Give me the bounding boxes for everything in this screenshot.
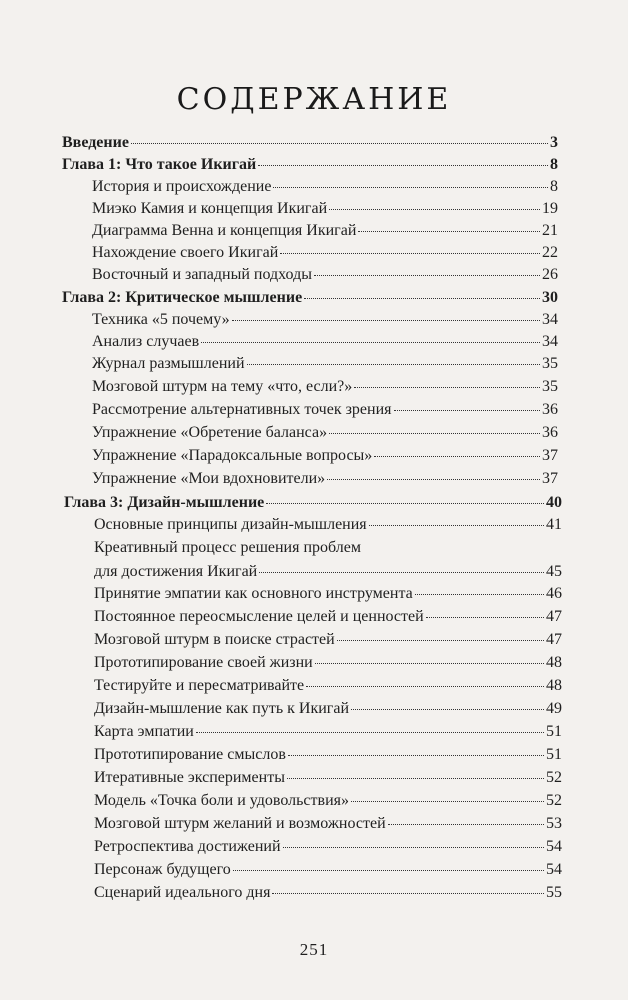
dot-leader [247, 364, 540, 365]
dot-leader [369, 525, 544, 526]
toc-entry-page: 47 [546, 631, 562, 648]
toc-entry-label: Прототипирование смыслов [94, 746, 286, 763]
toc-entry-label: Восточный и западный подходы [92, 266, 312, 283]
dot-leader [233, 870, 544, 871]
toc-entry-page: 36 [542, 401, 558, 418]
dot-leader [358, 231, 540, 232]
dot-leader [306, 686, 544, 687]
toc-entry-page: 30 [542, 289, 558, 306]
toc-entry-page: 48 [546, 654, 562, 671]
toc-entry-page: 22 [542, 244, 558, 261]
toc-entry-page: 35 [542, 378, 558, 395]
toc-entry[interactable] [92, 377, 558, 397]
toc-entry-page: 54 [546, 838, 562, 855]
toc-entry[interactable] [92, 221, 558, 241]
toc-entry-page: 48 [546, 677, 562, 694]
toc-entry[interactable] [92, 243, 558, 263]
toc-entry-label: Введение [62, 134, 129, 151]
toc-entry-page: 45 [546, 563, 562, 580]
toc-entry[interactable] [62, 288, 558, 308]
toc-entry-label-continued: для достижения Икигай [94, 563, 258, 580]
toc-entry-label: Глава 3: Дизайн-мышление [64, 494, 265, 511]
page-title: СОДЕРЖАНИЕ [176, 82, 452, 117]
toc-entry-label: Рассмотрение альтернативных точек зрения [92, 401, 392, 418]
toc-entry[interactable] [92, 310, 558, 330]
dot-leader [388, 824, 544, 825]
toc-entry[interactable] [92, 265, 558, 285]
toc-entry-page: 52 [546, 769, 562, 786]
toc-entry-page: 41 [546, 516, 562, 533]
toc-entry-label: Мозговой штурм в поиске страстей [94, 631, 335, 648]
toc-entry-page: 34 [542, 333, 558, 350]
toc-entry-label: Упражнение «Парадоксальные вопросы» [92, 447, 373, 464]
toc-entry-page: 40 [546, 494, 562, 511]
toc-entry-label: Сценарий идеального дня [94, 884, 271, 901]
toc-entry-label: Тестируйте и пересматривайте [94, 677, 305, 694]
toc-entry-label: Мозговой штурм желаний и возможностей [94, 815, 386, 832]
toc-entry-label: Дизайн-мышление как путь к Икигай [94, 700, 350, 717]
toc-entry[interactable] [92, 199, 558, 219]
toc-entry-label: Мозговой штурм на тему «что, если?» [92, 378, 353, 395]
toc-entry[interactable] [94, 768, 562, 788]
dot-leader [304, 298, 540, 299]
toc-entry-page: 51 [546, 746, 562, 763]
toc-entry[interactable] [62, 133, 558, 153]
toc-entry-label: Постоянное переосмысление целей и ценностей [94, 608, 424, 625]
toc-entry[interactable] [94, 515, 562, 535]
toc-entry-page: 21 [542, 222, 558, 239]
toc-entry-label: Анализ случаев [92, 333, 200, 350]
dot-leader [415, 594, 544, 595]
dot-leader [314, 275, 540, 276]
toc-entry-label: История и происхождение [92, 178, 272, 195]
dot-leader [232, 320, 540, 321]
toc-entry-label: Упражнение «Мои вдохновители» [92, 470, 326, 487]
toc-entry[interactable] [94, 653, 562, 673]
toc-entry-page: 35 [542, 355, 558, 372]
toc-entry-label: Упражнение «Обретение баланса» [92, 424, 328, 441]
toc-entry[interactable] [94, 607, 562, 627]
toc-entry-page: 8 [550, 178, 558, 195]
toc-entry-page: 3 [550, 134, 558, 151]
toc-entry[interactable] [62, 155, 558, 175]
dot-leader [273, 187, 548, 188]
toc-entry-page: 37 [542, 447, 558, 464]
dot-leader [354, 387, 540, 388]
toc-entry[interactable] [94, 883, 562, 903]
toc-entry-label: Карта эмпатии [94, 723, 194, 740]
dot-leader [283, 847, 544, 848]
toc-entry-page: 52 [546, 792, 562, 809]
dot-leader [258, 165, 548, 166]
dot-leader [329, 209, 540, 210]
dot-leader [351, 709, 544, 710]
dot-leader [259, 572, 544, 573]
toc-entry-label: Прототипирование своей жизни [94, 654, 313, 671]
toc-entry-label: Основные принципы дизайн-мышления [94, 516, 367, 533]
dot-leader [337, 640, 544, 641]
dot-leader [287, 778, 544, 779]
dot-leader [196, 732, 544, 733]
toc-entry-label: Журнал размышлений [92, 355, 245, 372]
toc-entry[interactable] [92, 446, 558, 466]
toc-entry-page: 34 [542, 311, 558, 328]
dot-leader [394, 410, 540, 411]
toc-entry[interactable] [94, 676, 562, 696]
toc-entry[interactable] [92, 469, 558, 489]
toc-entry-label: Персонаж будущего [94, 861, 231, 878]
toc-entry-label: Принятие эмпатии как основного инструмента [94, 585, 413, 602]
toc-entry[interactable] [94, 745, 562, 765]
toc-entry[interactable] [92, 177, 558, 197]
toc-entry-page: 55 [546, 884, 562, 901]
toc-entry-page: 19 [542, 200, 558, 217]
toc-entry-page: 54 [546, 861, 562, 878]
toc-entry-page: 46 [546, 585, 562, 602]
toc-entry-page: 51 [546, 723, 562, 740]
toc-entry[interactable] [92, 400, 558, 420]
toc-entry[interactable] [94, 837, 562, 857]
toc-entry-label: Глава 2: Критическое мышление [62, 289, 303, 306]
toc-entry[interactable] [92, 332, 558, 352]
toc-entry-label: Ретроспектива достижений [94, 838, 281, 855]
toc-entry[interactable] [94, 791, 562, 811]
toc-entry-label: Модель «Точка боли и удовольствия» [94, 792, 349, 809]
dot-leader [329, 433, 540, 434]
dot-leader [201, 342, 540, 343]
toc-entry-label: Глава 1: Что такое Икигай [62, 156, 257, 173]
toc-entry-page: 49 [546, 700, 562, 717]
dot-leader [266, 503, 544, 504]
toc-entry[interactable] [94, 630, 562, 650]
dot-leader [426, 617, 544, 618]
toc-entry-label: Миэко Камия и концепция Икигай [92, 200, 328, 217]
dot-leader [280, 253, 540, 254]
toc-entry-page: 8 [550, 156, 558, 173]
dot-leader [131, 143, 548, 144]
toc-entry-page: 53 [546, 815, 562, 832]
toc-entry-page: 26 [542, 266, 558, 283]
dot-leader [288, 755, 544, 756]
dot-leader [315, 663, 544, 664]
dot-leader [374, 456, 540, 457]
toc-entry-label: Итеративные эксперименты [94, 769, 285, 786]
page-number: 251 [299, 940, 329, 959]
dot-leader [351, 801, 544, 802]
dot-leader [327, 479, 540, 480]
toc-entry[interactable] [64, 493, 562, 513]
toc-entry-page: 37 [542, 470, 558, 487]
toc-entry-label: Диаграмма Венна и концепция Икигай [92, 222, 357, 239]
dot-leader [272, 893, 544, 894]
toc-entry[interactable] [92, 423, 558, 443]
toc-entry[interactable] [94, 814, 562, 834]
toc-entry[interactable] [94, 722, 562, 742]
toc-entry[interactable] [92, 354, 558, 374]
toc-entry-label: Нахождение своего Икигай [92, 244, 279, 261]
toc-entry-page: 36 [542, 424, 558, 441]
toc-entry-label: Техника «5 почему» [92, 311, 230, 328]
toc-entry[interactable] [94, 538, 562, 582]
toc-entry[interactable] [94, 860, 562, 880]
toc-entry-page: 47 [546, 608, 562, 625]
toc-entry[interactable] [94, 584, 562, 604]
toc-entry[interactable] [94, 699, 562, 719]
toc-entry-label: Креативный процесс решения проблем [94, 539, 361, 556]
